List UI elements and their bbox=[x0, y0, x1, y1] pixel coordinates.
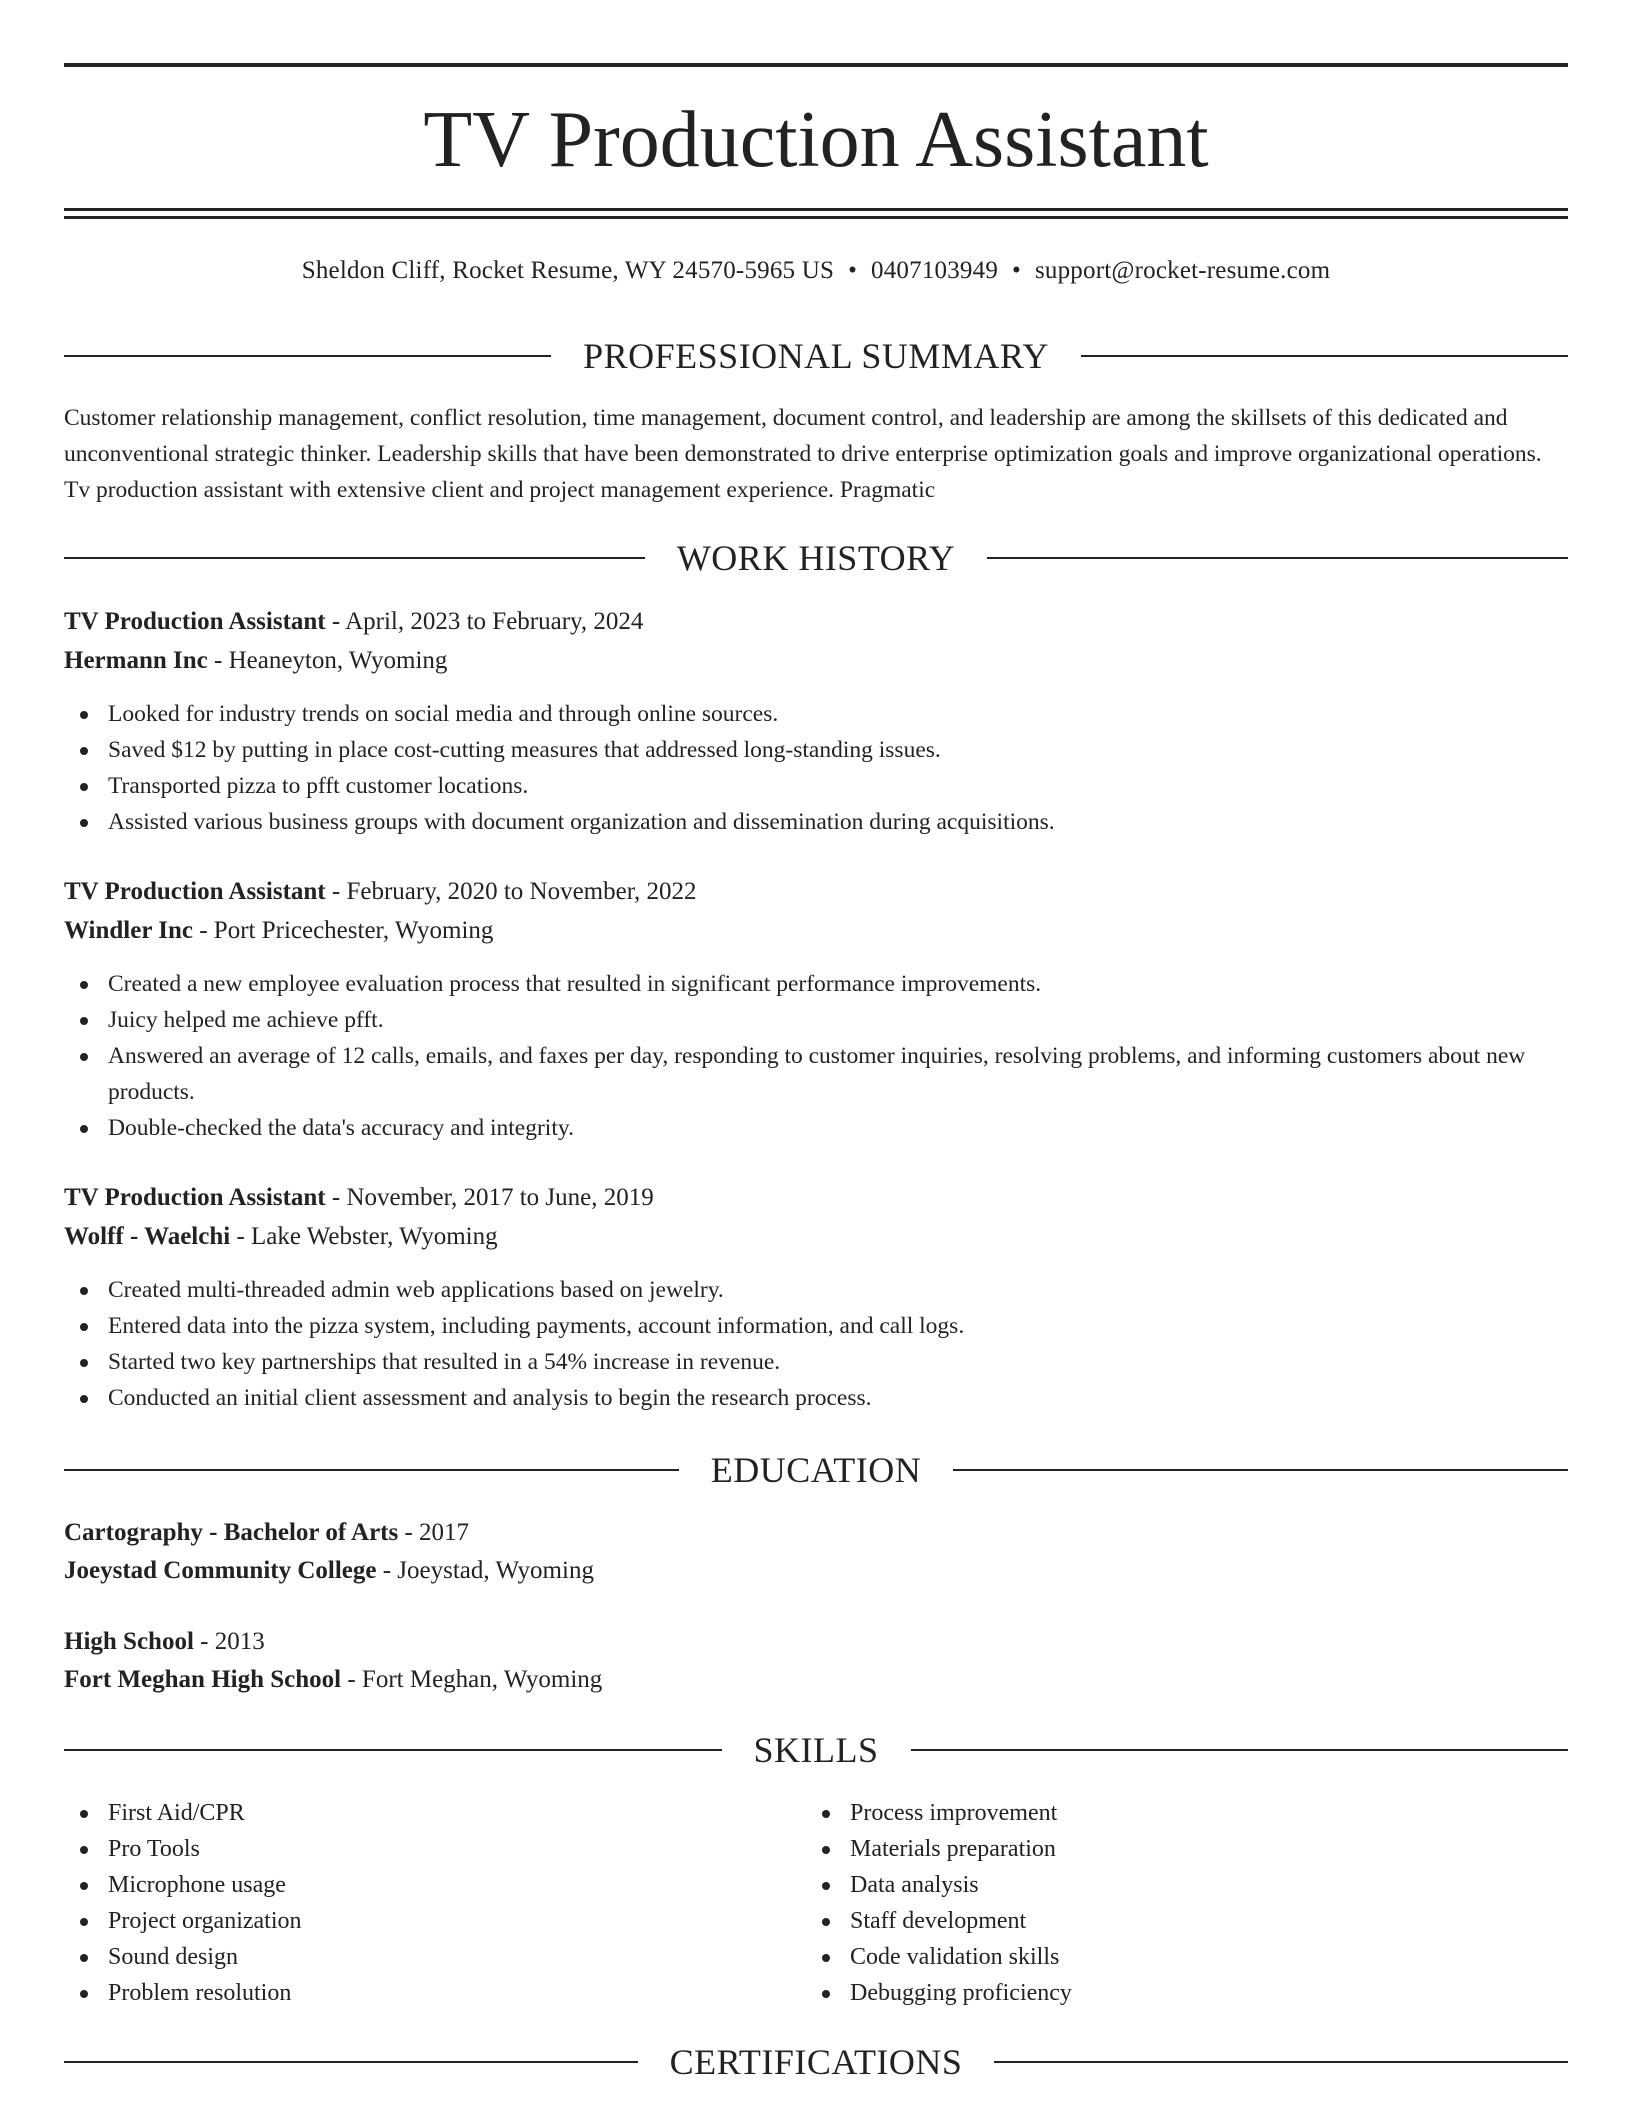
education-school: Joeystad Community College bbox=[64, 1557, 377, 1584]
section-rule bbox=[911, 1749, 1569, 1751]
list-item: Pro Tools bbox=[64, 1831, 804, 1867]
section-header-summary bbox=[64, 334, 1568, 378]
contact-address: Sheldon Cliff, Rocket Resume, WY 24570-5965 US bbox=[301, 257, 835, 284]
skills-list-left bbox=[64, 1795, 804, 2011]
section-rule bbox=[1081, 355, 1568, 357]
list-item: Project organization bbox=[64, 1903, 804, 1939]
job-title-line bbox=[64, 874, 1568, 910]
job-location: - Port Pricechester, Wyoming bbox=[192, 917, 494, 944]
section-rule bbox=[987, 557, 1568, 559]
job-company-line bbox=[64, 913, 1568, 949]
list-item: Materials preparation bbox=[806, 1831, 1566, 1867]
section-title: SKILLS bbox=[753, 1730, 879, 1770]
education-school: Fort Meghan High School bbox=[64, 1666, 342, 1693]
list-item: Assisted various business groups with document organization and dissemination during acquisitions. bbox=[64, 804, 1568, 840]
section-rule bbox=[64, 2061, 638, 2063]
list-item: Sound design bbox=[64, 1939, 804, 1975]
section-header-skills bbox=[64, 1728, 1568, 1772]
section-title: WORK HISTORY bbox=[676, 538, 956, 578]
list-item: Created a new employee evaluation process that resulted in significant performance improvements. bbox=[64, 966, 1568, 1002]
section-title: CERTIFICATIONS bbox=[669, 2042, 963, 2082]
section-rule bbox=[953, 1469, 1568, 1471]
section-rule bbox=[64, 557, 645, 559]
job-title: TV Production Assistant bbox=[64, 608, 326, 635]
job-company: Windler Inc bbox=[64, 917, 193, 944]
job-bullets bbox=[64, 696, 1568, 840]
summary-text: Customer relationship management, conflict resolution, time management, document control, and leadership are among the skillsets of this dedicated and unconventional strategic thinker. Leadership skills that have been demonstrated to drive enterprise optimization goals and improve organizational operations. Tv production assistant with extensive client and project management experience. Pragmatic bbox=[64, 405, 1542, 503]
education-year: - 2017 bbox=[398, 1519, 470, 1546]
job-bullets bbox=[64, 1272, 1568, 1416]
job-dates: - November, 2017 to June, 2019 bbox=[325, 1184, 654, 1211]
contact-phone: 0407103949 bbox=[871, 257, 999, 284]
list-item: Code validation skills bbox=[806, 1939, 1566, 1975]
list-item: Data analysis bbox=[806, 1867, 1566, 1903]
education-school-line bbox=[64, 1553, 1568, 1589]
job-title-line bbox=[64, 604, 1568, 640]
list-item: Created multi-threaded admin web applications based on jewelry. bbox=[64, 1272, 1568, 1308]
job-location: - Lake Webster, Wyoming bbox=[230, 1223, 498, 1250]
list-item: Debugging proficiency bbox=[806, 1975, 1566, 2011]
contact-line bbox=[64, 254, 1568, 288]
education-school-line bbox=[64, 1662, 1568, 1698]
education-degree: High School bbox=[64, 1628, 194, 1655]
contact-separator: • bbox=[1012, 257, 1021, 284]
resume-title: TV Production Assistant bbox=[423, 96, 1209, 184]
section-title: PROFESSIONAL SUMMARY bbox=[583, 336, 1049, 376]
job-location: - Heaneyton, Wyoming bbox=[207, 647, 448, 674]
section-header-education bbox=[64, 1448, 1568, 1492]
list-item: Problem resolution bbox=[64, 1975, 804, 2011]
education-location: - Fort Meghan, Wyoming bbox=[341, 1666, 603, 1693]
section-header-work-history bbox=[64, 536, 1568, 580]
list-item: Staff development bbox=[806, 1903, 1566, 1939]
job-company-line bbox=[64, 643, 1568, 679]
job-title: TV Production Assistant bbox=[64, 1184, 326, 1211]
job-company: Wolff - Waelchi bbox=[64, 1223, 231, 1250]
job-title: TV Production Assistant bbox=[64, 878, 326, 905]
title-rule-lower bbox=[64, 216, 1568, 219]
list-item: Answered an average of 12 calls, emails, and faxes per day, responding to customer inquiries, resolving problems, and informing customers about new products. bbox=[64, 1038, 1568, 1110]
job-company-line bbox=[64, 1219, 1568, 1255]
list-item: Double-checked the data's accuracy and integrity. bbox=[64, 1110, 1568, 1146]
list-item: Microphone usage bbox=[64, 1867, 804, 1903]
list-item: Entered data into the pizza system, including payments, account information, and call logs. bbox=[64, 1308, 1568, 1344]
section-header-certifications bbox=[64, 2040, 1568, 2084]
list-item: Transported pizza to pfft customer locations. bbox=[64, 768, 1568, 804]
list-item: Started two key partnerships that resulted in a 54% increase in revenue. bbox=[64, 1344, 1568, 1380]
title-rule-upper bbox=[64, 208, 1568, 211]
job-bullets bbox=[64, 966, 1568, 1146]
job-title-line bbox=[64, 1180, 1568, 1216]
contact-email: support@rocket-resume.com bbox=[1034, 257, 1331, 284]
list-item: Juicy helped me achieve pfft. bbox=[64, 1002, 1568, 1038]
section-rule bbox=[64, 1469, 679, 1471]
list-item: Saved $12 by putting in place cost-cutting measures that addressed long-standing issues. bbox=[64, 732, 1568, 768]
section-title: EDUCATION bbox=[710, 1450, 922, 1490]
education-year: - 2013 bbox=[193, 1628, 265, 1655]
job-dates: - February, 2020 to November, 2022 bbox=[325, 878, 697, 905]
job-company: Hermann Inc bbox=[64, 647, 208, 674]
education-location: - Joeystad, Wyoming bbox=[376, 1557, 594, 1584]
section-rule bbox=[64, 355, 551, 357]
contact-separator: • bbox=[848, 257, 858, 284]
education-degree-line bbox=[64, 1624, 1568, 1660]
education-degree-line bbox=[64, 1515, 1568, 1551]
section-rule bbox=[64, 1749, 722, 1751]
skills-list-right bbox=[806, 1795, 1566, 2011]
job-dates: - April, 2023 to February, 2024 bbox=[325, 608, 644, 635]
list-item: Process improvement bbox=[806, 1795, 1566, 1831]
section-rule bbox=[994, 2061, 1568, 2063]
list-item: Conducted an initial client assessment and analysis to begin the research process. bbox=[64, 1380, 1568, 1416]
list-item: First Aid/CPR bbox=[64, 1795, 804, 1831]
list-item: Looked for industry trends on social media and through online sources. bbox=[64, 696, 1568, 732]
top-rule bbox=[64, 63, 1568, 67]
education-degree: Cartography - Bachelor of Arts bbox=[64, 1519, 399, 1546]
